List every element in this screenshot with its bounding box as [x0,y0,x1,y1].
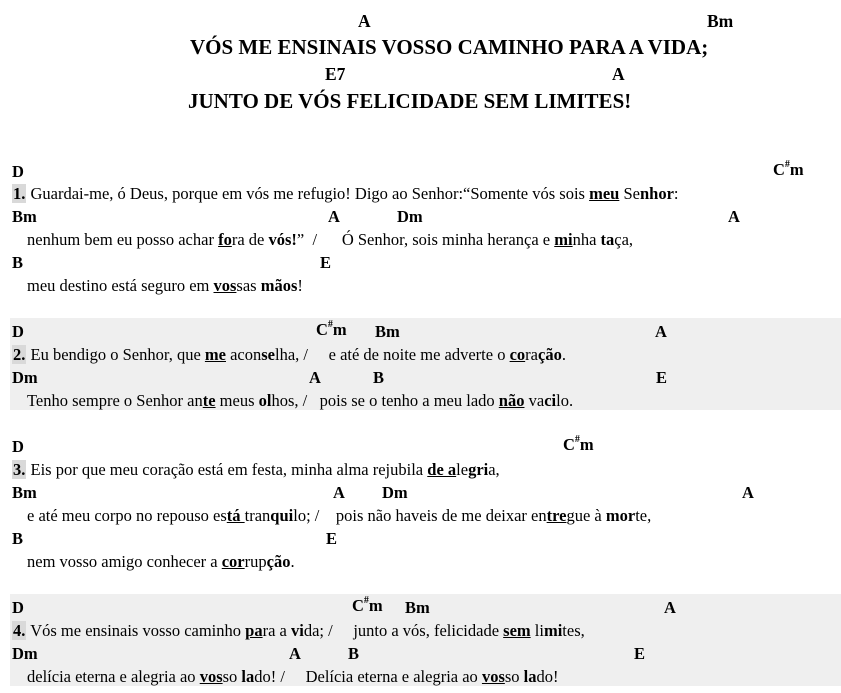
chord: Bm [405,598,430,617]
lyric-line: e até meu corpo no repouso está tranquilo; / pois não haveis de me deixar entregue à morte, [27,506,652,525]
chord: B [12,529,24,548]
lyric-line: nenhum bem eu posso achar fora de vós!” / Ó Senhor, sois minha herança e minha taça, [27,230,634,249]
chord: A [655,322,667,341]
chord: C#m [316,318,347,339]
chord: Dm [397,207,423,226]
refrain-line: JUNTO DE VÓS FELICIDADE SEM LIMITES! [188,89,632,113]
stanza-number: 4. [13,621,26,640]
chord: E [320,253,332,272]
chord: Bm [375,322,400,341]
chord: Dm [12,368,38,387]
refrain-chord: A [612,64,625,84]
lyric-line: delícia eterna e alegria ao vosso lado! / Delícia eterna e alegria ao vosso lado! [27,667,559,686]
lyric-line: 3. Eis por que meu coração está em festa, minha alma rejubila de alegria, [13,460,500,479]
stanza-number: 3. [13,460,26,479]
chord: C#m [352,594,383,615]
lyric-line: meu destino está seguro em vossas mãos! [27,276,303,295]
chord: C#m [563,433,594,454]
stanza-number: 1. [13,184,26,203]
chord: A [664,598,676,617]
chord: A [328,207,340,226]
chord: B [373,368,385,387]
chord: B [12,253,24,272]
chord: E [634,644,646,663]
chord: A [289,644,301,663]
chord: D [12,162,24,181]
chord: Dm [12,644,38,663]
lyric-line: 1. Guardai-me, ó Deus, porque em vós me refugio! Digo ao Senhor:“Somente vós sois meu Senhor: [13,184,679,203]
chord: E [326,529,338,548]
chord: B [348,644,360,663]
chord: C#m [773,158,804,179]
chord: A [742,483,754,502]
lyric-line: 4. Vós me ensinais vosso caminho para a vida; / junto a vós, felicidade sem limites, [13,621,585,640]
chord: D [12,322,24,341]
chord: Bm [12,207,37,226]
chord: Dm [382,483,408,502]
chord: A [333,483,345,502]
lyric-line: 2. Eu bendigo o Senhor, que me aconselha, / e até de noite me adverte o coração. [13,345,566,364]
stanza-number: 2. [13,345,26,364]
refrain-chord: Bm [707,11,734,31]
chord: D [12,437,24,456]
refrain-chord: E7 [325,64,346,84]
chord: D [12,598,24,617]
refrain-chord: A [358,11,371,31]
chord: A [728,207,740,226]
lyric-line: Tenho sempre o Senhor ante meus olhos, / pois se o tenho a meu lado não vacilo. [27,391,574,410]
chord: Bm [12,483,37,502]
refrain-line: VÓS ME ENSINAIS VOSSO CAMINHO PARA A VIDA; [190,35,709,59]
chord: E [656,368,668,387]
chord: A [309,368,321,387]
lyric-line: nem vosso amigo conhecer a corrupção. [27,552,295,571]
